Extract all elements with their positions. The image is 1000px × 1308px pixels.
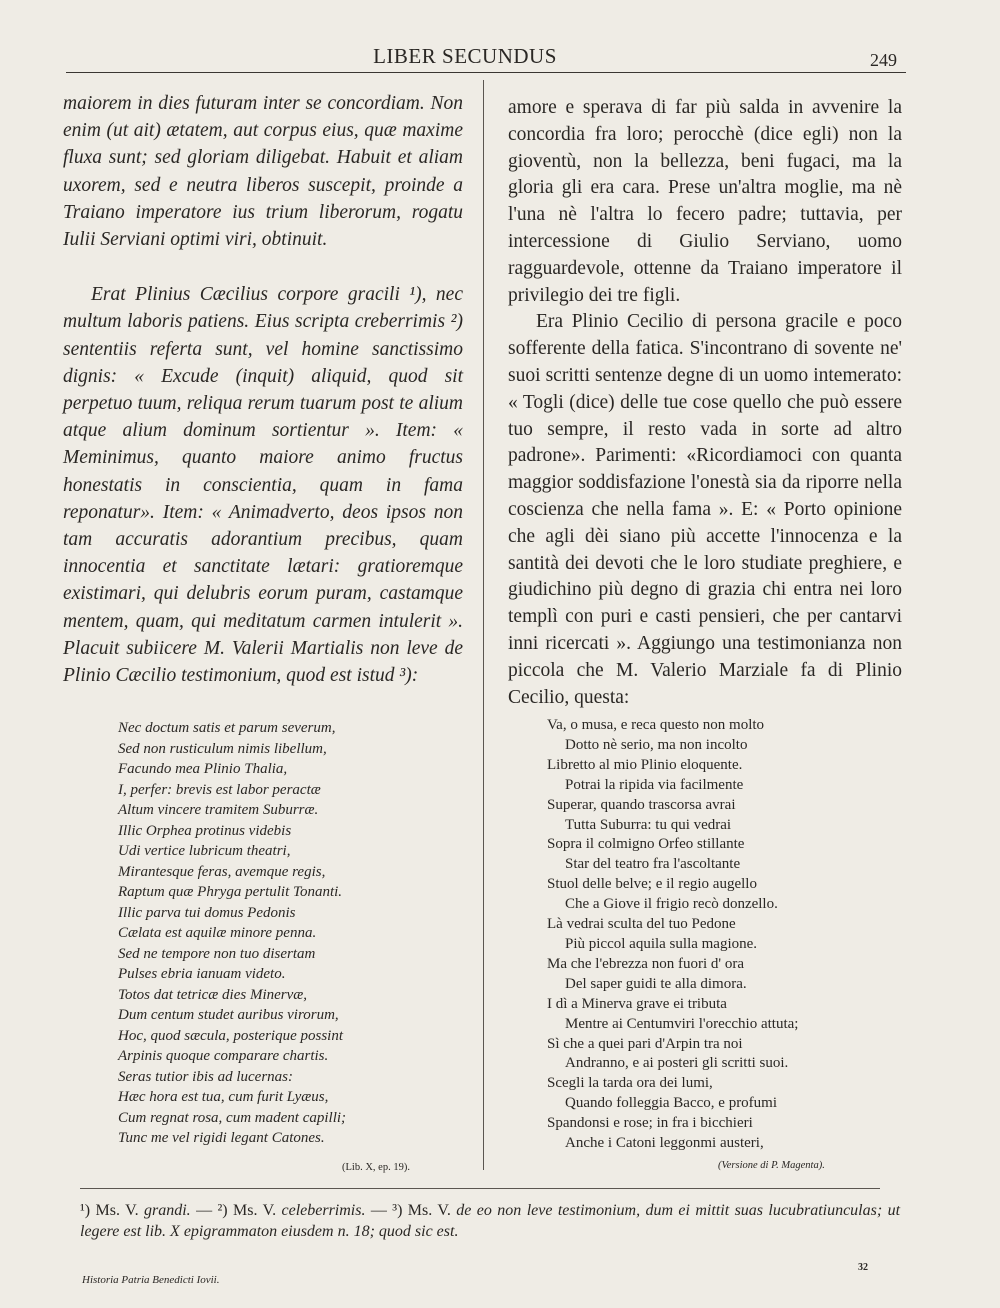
poem-line: Là vedrai sculta del tuo Pedone: [547, 916, 736, 933]
poem-line: Sed ne tempore non tuo disertam: [118, 945, 316, 962]
poem-line: Mentre ai Centumviri l'orecchio attuta;: [565, 1015, 799, 1032]
poem-line: Illic Orphea protinus videbis: [118, 822, 292, 839]
poem-line: Va, o musa, e reca questo non molto: [547, 717, 765, 733]
poem-line: Che a Giove il frigio recò donzello.: [565, 896, 778, 913]
poem-line: Hæc hora est tua, cum furit Lyæus,: [118, 1089, 329, 1105]
poem-line: Dum centum studet auribus virorum,: [118, 1007, 339, 1023]
footnote-1-mark: ¹) Ms. V.: [80, 1202, 139, 1219]
poem-line: Pulses ebria ianuam videto.: [118, 966, 286, 982]
poem-line: Altum vincere tramitem Suburræ.: [118, 802, 319, 818]
poem-line: Raptum quæ Phryga pertulit Tonanti.: [118, 884, 343, 900]
latin-paragraph-1: maiorem in dies futuram inter se concordiam. Non enim (ut ait) ætatem, aut corpus eius, quæ maxime fluxa sunt; sed gloriam diligebat. Habuit et aliam uxorem, sed e neutra liberos suscepit, proinde a Traiano imperatore ius trium liberorum, rogatu Iulii Serviani optimi viri, obtinuit.: [63, 93, 463, 251]
italian-poem: [547, 716, 798, 1154]
poem-line: Sopra il colmigno Orfeo stillante: [547, 836, 745, 853]
poem-line: I dì a Minerva grave ei tributa: [547, 995, 727, 1012]
latin-poem-attribution: (Lib. X, ep. 19).: [342, 1162, 410, 1173]
footnote-1-text: grandi.: [144, 1202, 191, 1219]
italian-text: [508, 95, 902, 711]
poem-line: Potrai la ripida via facilmente: [565, 776, 744, 793]
poem-line: Tunc me vel rigidi legant Catones.: [118, 1130, 325, 1146]
poem-line: Quando folleggia Bacco, e profumi: [565, 1095, 778, 1112]
italian-paragraph-1: amore e sperava di far più salda in avvenire la concordia fra loro; perocchè (dice egli) non la gioventù, non la bellezza, beni fugaci, ma la gloria gli era cara. Prese un'altra moglie, ma nè l'una nè l'altra lo fecero padre; tuttavia, per intercessione di Giulio Serviano, uomo ragguardevole, ottenne da Traiano imperatore il privilegio dei tre figli.: [508, 97, 902, 306]
page-number: 249: [870, 50, 897, 70]
poem-line: Mirantesque feras, avemque regis,: [118, 863, 326, 880]
poem-line: Spandonsi e rose; in fra i bicchieri: [547, 1115, 753, 1132]
poem-line: Udi vertice lubricum theatri,: [118, 843, 291, 859]
poem-line: Seras tutior ibis ad lucernas:: [118, 1068, 293, 1085]
poem-line: Nec doctum satis et parum severum,: [118, 720, 336, 736]
poem-line: Libretto al mio Plinio eloquente.: [547, 756, 743, 773]
poem-line: Del saper guidi te alla dimora.: [565, 975, 747, 992]
poem-line: Hoc, quod sæcula, posterique possint: [118, 1027, 343, 1044]
italian-poem-attribution: (Versione di P. Magenta).: [718, 1160, 825, 1171]
poem-line: Sì che a quei pari d'Arpin tra noi: [547, 1035, 743, 1052]
latin-paragraph-2: Erat Plinius Cæcilius corpore gracili ¹), nec multum laboris patiens. Eius scripta creberrimis ²) sententiis referta sunt, vel homine sanctissimo dignis: « Excude (inquit) aliquid, quod sit perpetuo tuum, reliqua rerum tuarum post te alium atque alium dominum sortientur ». Item: « Meminimus, quanto maiore animo fructus honestatis in conscientia, quam in fama reponatur». Item: « Animadverto, deos ipsos non tam accuratis adorantium precibus, quam innocentia et sanctitate lætari: gratioremque existimari, qui delubris eorum puram, castamque mentem, quam, qui meditatum carmen intulerit ». Placuit subiicere M. Valerii Martialis non leve de Plinio Cæcilio testimonium, quod est istud ³):: [63, 284, 463, 687]
poem-line: Più piccol aquila sulla magione.: [565, 935, 758, 952]
latin-text: [63, 90, 463, 689]
poem-line: Sed non rusticulum nimis libellum,: [118, 740, 327, 757]
header-rule: [66, 72, 906, 73]
poem-line: Ma che l'ebrezza non fuori d' ora: [547, 955, 744, 972]
footnote-2-mark: ²) Ms. V.: [217, 1202, 277, 1219]
poem-line: Stuol delle belve; e il regio augello: [547, 876, 757, 893]
poem-line: Cum regnat rosa, cum madent capilli;: [118, 1109, 347, 1126]
latin-poem: [118, 718, 346, 1149]
poem-line: Arpinis quoque comparare chartis.: [118, 1048, 329, 1064]
poem-line: I, perfer: brevis est labor peractæ: [118, 781, 321, 798]
footnote-separator: —: [190, 1202, 218, 1219]
footnote-rule: [80, 1188, 880, 1189]
column-divider: [483, 80, 484, 1170]
poem-line: Tutta Suburra: tu qui vedrai: [565, 816, 732, 833]
signature-footer: Historia Patria Benedicti Iovii.: [82, 1274, 220, 1286]
poem-line: Anche i Catoni leggonmi austeri,: [565, 1135, 764, 1152]
footnote-3-text: de eo non leve testimonium, dum ei mittit suas lucubratiunculas; ut legere est lib. X epigrammaton eiusdem n. 18; quod sic est.: [80, 1202, 901, 1240]
poem-line: Andranno, e ai posteri gli scritti suoi.: [565, 1055, 789, 1072]
poem-line: Dotto nè serio, ma non incolto: [565, 736, 748, 753]
signature-number: 32: [858, 1262, 868, 1273]
italian-paragraph-2: Era Plinio Cecilio di persona gracile e poco sofferente della fatica. S'incontrano di sovente ne' suoi scritti sentenze degne di un uomo intemerato: « Togli (dice) delle tue cose quello che può essere tuo sempre, il resto vada in sorte ad altro padrone». Parimenti: «Ricordiamoci con quanta maggior soddisfazione l'onestà sia da riporre nella coscienza che nella fama ». E: « Porto opinione che agli dèi siano più accette l'innocenza e la santità dei devoti che le loro studiate preghiere, e giudichino più degno di grazia chi entra nei loro templì con puri e casti pensieri, che per cantarvi inni ricercati ». Aggiungo una testimonianza non piccola che M. Valerio Marziale fa di Plinio Cecilio, questa:: [508, 311, 902, 708]
poem-line: Scegli la tarda ora dei lumi,: [547, 1075, 713, 1092]
poem-line: Facundo mea Plinio Thalia,: [118, 761, 288, 777]
footnote-separator: —: [365, 1202, 393, 1219]
poem-line: Superar, quando trascorsa avrai: [547, 796, 736, 813]
poem-line: Totos dat tetricæ dies Minervæ,: [118, 986, 308, 1003]
running-header: LIBER SECUNDUS: [373, 44, 557, 68]
footnote-3-mark: ³) Ms. V.: [392, 1202, 451, 1219]
poem-line: Star del teatro fra l'ascoltante: [565, 856, 741, 873]
footnote-2-text: celeberrimis.: [281, 1202, 366, 1219]
paragraph-gap: [63, 253, 463, 281]
poem-line: Cælata est aquilæ minore penna.: [118, 925, 317, 941]
footnotes: [80, 1200, 900, 1242]
poem-line: Illic parva tui domus Pedonis: [118, 904, 296, 921]
